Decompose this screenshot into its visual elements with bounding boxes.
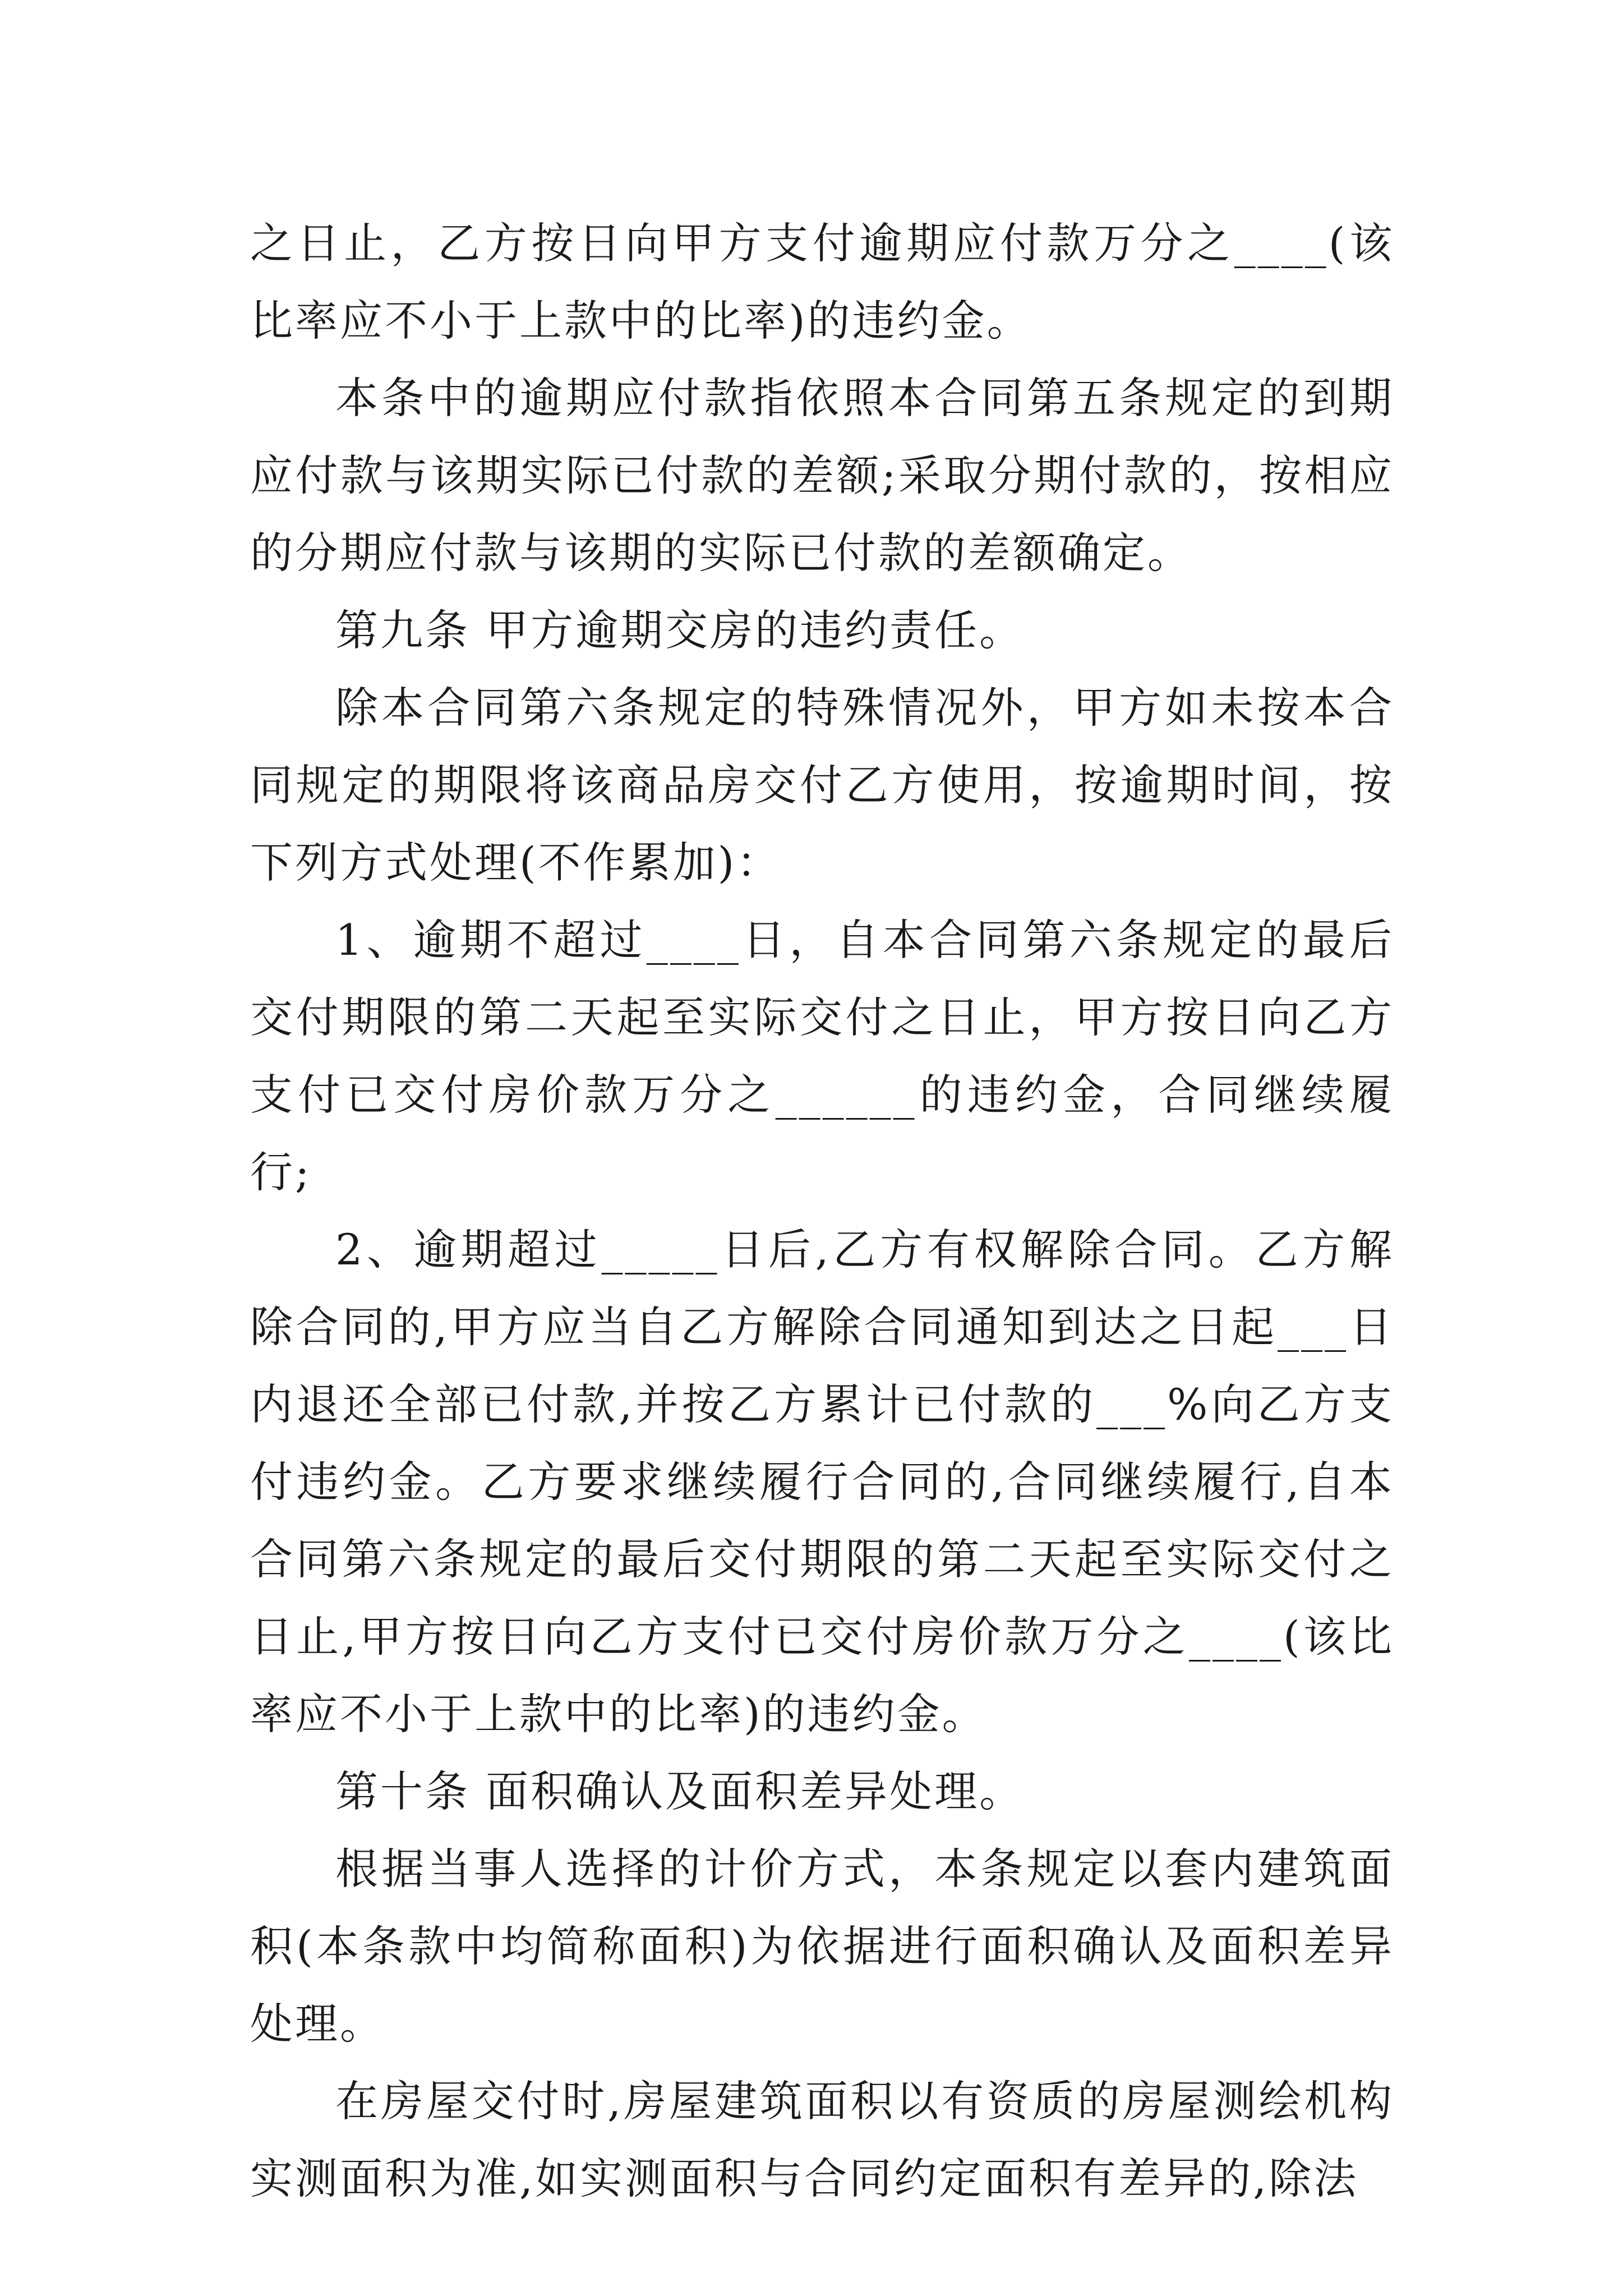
paragraph-overdue-payment-definition: 本条中的逾期应付款指依照本合同第五条规定的到期应付款与该期实际已付款的差额;采取分期付款的，按相应的分期应付款与该期的实际已付款的差额确定。 bbox=[250, 373, 1394, 578]
document-body bbox=[250, 205, 1394, 2217]
article-9-item-1: 1、逾期不超过____日，自本合同第六条规定的最后交付期限的第二天起至实际交付之日止，甲方按日向乙方支付已交付房价款万分之______的违约金，合同继续履行; bbox=[250, 915, 1394, 1197]
paragraph-continuation: 之日止，乙方按日向甲方支付逾期应付款万分之____(该比率应不小于上款中的比率)的违约金。 bbox=[250, 218, 1394, 346]
article-9-item-2: 2、逾期超过_____日后,乙方有权解除合同。乙方解除合同的,甲方应当自乙方解除合同通知到达之日起___日内退还全部已付款,并按乙方累计已付款的___%向乙方支付违约金。乙方要求继续履行合同的,合同继续履行,自本合同第六条规定的最后交付期限的第二天起至实际交付之日止,甲方按日向乙方支付已交付房价款万分之____(该比率应不小于上款中的比率)的违约金。 bbox=[250, 1225, 1394, 1739]
article-10-intro: 根据当事人选择的计价方式，本条规定以套内建筑面积(本条款中均简称面积)为依据进行面积确认及面积差异处理。 bbox=[250, 1844, 1394, 2049]
article-10-heading: 第十条 面积确认及面积差异处理。 bbox=[335, 1766, 1025, 1816]
article-10-delivery-area: 在房屋交付时,房屋建筑面积以有资质的房屋测绘机构实测面积为准,如实测面积与合同约定面积有差异的,除法 bbox=[250, 2076, 1394, 2203]
article-9-heading: 第九条 甲方逾期交房的违约责任。 bbox=[335, 605, 1025, 655]
article-9-intro: 除本合同第六条规定的特殊情况外，甲方如未按本合同规定的期限将该商品房交付乙方使用，按逾期时间，按下列方式处理(不作累加)： bbox=[250, 683, 1394, 887]
